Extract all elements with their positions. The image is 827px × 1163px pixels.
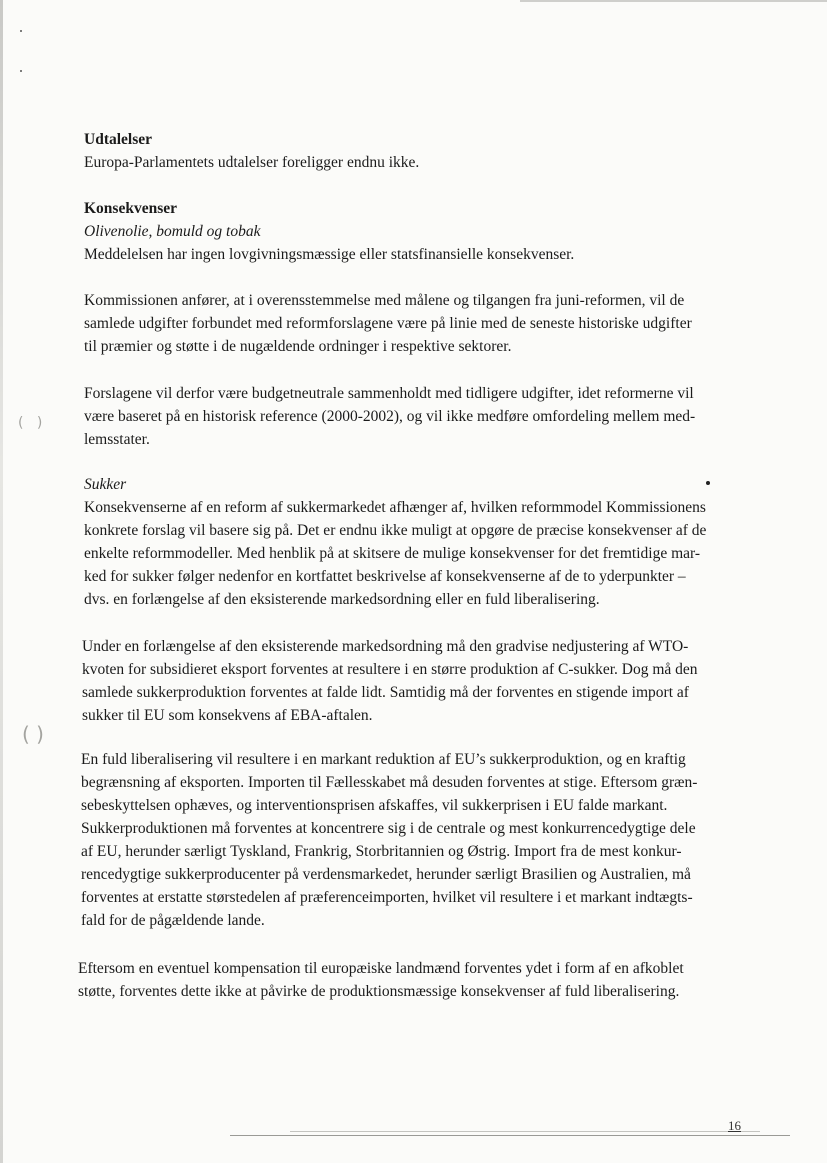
section-konsekvenser: [84, 197, 754, 266]
text-line: Konsekvenserne af en reform af sukkermarkedet afhænger af, hvilken reformmodel Kommissionens: [84, 499, 706, 516]
scan-edge-left: [0, 0, 3, 1163]
text-line: af EU, herunder særligt Tyskland, Frankrig, Storbritannien og Østrig. Import fra de mest konkur-: [81, 843, 682, 860]
scan-edge-top: [520, 0, 827, 2]
footer-rule: [230, 1135, 790, 1136]
text-line: forventes at erstatte størstedelen af præferenceimporten, hvilket vil resultere i et markant indtægts-: [81, 889, 693, 906]
text-line: samlede sukkerproduktion forventes at falde lidt. Samtidig må der forventes en stigende import af: [82, 684, 689, 701]
footer-rule: [290, 1131, 760, 1132]
text-line: lemsstater.: [84, 431, 150, 448]
text-line: til præmier og støtte i de nugældende ordninger i respektive sektorer.: [84, 338, 512, 355]
text-line: samlede udgifter forbundet med reformforslagene være på linie med de seneste historiske udgifter: [84, 315, 692, 332]
scan-bracket-mark: ( ): [18, 415, 43, 431]
text-line: fald for de pågældende lande.: [81, 912, 265, 929]
text-line: ked for sukker følger nedenfor en kortfattet beskrivelse af konsekvenserne af de to yderpunkter –: [84, 568, 686, 585]
page-number: 16: [728, 1118, 741, 1133]
scan-speck: [20, 70, 22, 72]
text-line: sebeskyttelsen ophæves, og interventionsprisen afskaffes, vil sukkerprisen i EU falde markant.: [81, 797, 668, 814]
scan-speck: [20, 30, 22, 32]
text-line: Under en forlængelse af den eksisterende markedsordning må den gradvise nedjustering af WTO-: [82, 638, 689, 655]
text-line: enkelte reformmodeller. Med henblik på at skitsere de mulige konsekvenser for det fremtidige mar-: [84, 545, 701, 562]
text-line: Meddelelsen har ingen lovgivningsmæssige eller statsfinansielle konsekvenser.: [84, 246, 575, 263]
paragraph: [82, 635, 752, 727]
paragraph: [81, 748, 751, 932]
paragraph: [78, 957, 748, 1003]
section-sukker: [84, 473, 754, 611]
text-line: rencedygtige sukkerproducenter på verdensmarkedet, herunder særligt Brasilien og Australien, må: [81, 866, 691, 883]
paragraph: [84, 382, 754, 451]
text-line: dvs. en forlængelse af den eksisterende markedsordning eller en fuld liberalisering.: [84, 591, 600, 608]
section-udtalelser: [84, 128, 754, 174]
text-line: sukker til EU som konsekvens af EBA-aftalen.: [82, 707, 373, 724]
text-line: kvoten for subsidieret eksport forventes at resultere i en større produktion af C-sukker. Dog må den: [82, 661, 698, 678]
text-line: begrænsning af eksporten. Importen til Fællesskabet må desuden forventes at stige. Eftersom græn-: [81, 774, 698, 791]
text-line: støtte, forventes dette ikke at påvirke de produktionsmæssige konsekvenser af fuld liberalisering.: [78, 983, 680, 1000]
text-line: være baseret på en historisk reference (2000-2002), og vil ikke medføre omfordeling mellem med-: [84, 408, 696, 425]
text-line: Europa-Parlamentets udtalelser foreligger endnu ikke.: [84, 154, 420, 171]
text-line: Forslagene vil derfor være budgetneutrale sammenholdt med tidligere udgifter, idet reformerne vil: [84, 385, 694, 402]
paragraph: [84, 289, 754, 358]
section-subheading: Sukker: [84, 476, 127, 493]
text-line: konkrete forslag vil basere sig på. Det er endnu ikke muligt at opgøre de præcise konsekvenser af de: [84, 522, 707, 539]
text-line: Kommissionen anfører, at i overensstemmelse med målene og tilgangen fra juni-reformen, vil de: [84, 292, 685, 309]
section-heading: Udtalelser: [84, 131, 153, 148]
text-line: En fuld liberalisering vil resultere i en markant reduktion af EU’s sukkerproduktion, og en kraftig: [81, 751, 686, 768]
section-heading: Konsekvenser: [84, 200, 177, 217]
section-subheading: Olivenolie, bomuld og tobak: [84, 223, 261, 240]
scan-bracket-mark: ( ): [22, 722, 44, 746]
text-line: Eftersom en eventuel kompensation til europæiske landmænd forventes ydet i form af en afkoblet: [78, 960, 684, 977]
text-line: Sukkerproduktionen må forventes at koncentrere sig i de centrale og mest konkurrencedygtige dele: [81, 820, 696, 837]
